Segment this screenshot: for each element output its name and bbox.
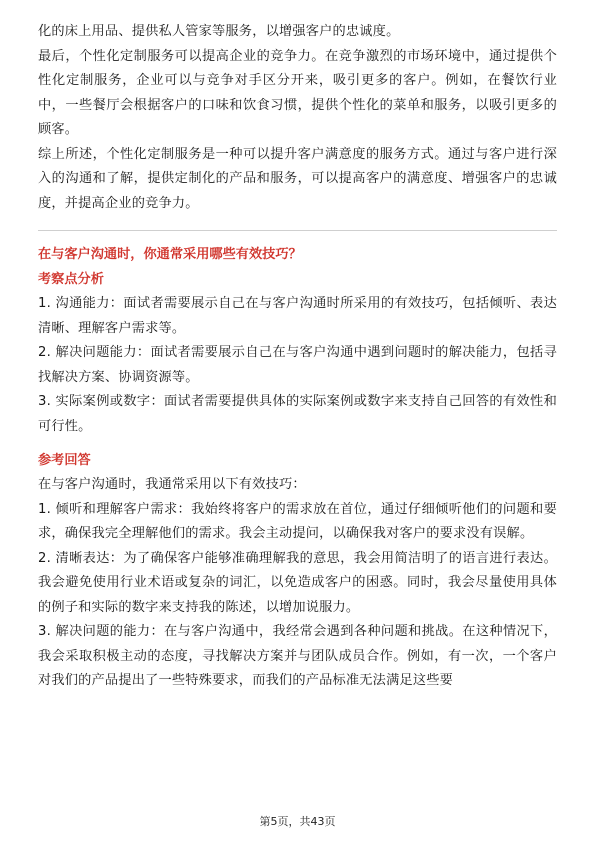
answer-paragraph: 在与客户沟通时，我通常采用以下有效技巧： [38, 477, 306, 492]
analysis-item: 2. 解决问题能力：面试者需要展示自己在与客户沟通中遇到问题时的解决能力，包括寻找解决方案、协调资源等。 [38, 345, 557, 385]
answer-paragraph: 3. 解决问题的能力：在与客户沟通中，我经常会遇到各种问题和挑战。在这种情况下，我会采取积极主动的态度，寻找解决方案并与团队成员合作。例如，有一次，一个客户对我们的产品提出了一些特殊要求，而我们的产品标准无法满足这些要 [38, 624, 557, 688]
intro-paragraph: 最后，个性化定制服务可以提高企业的竞争力。在竞争激烈的市场环境中，通过提供个性化定制服务，企业可以与竞争对手区分开来，吸引更多的客户。例如，在餐饮行业中，一些餐厅会根据客户的口味和饮食习惯，提供个性化的菜单和服务，以吸引更多的顾客。 [38, 48, 557, 137]
answer-paragraph: 2. 清晰表达：为了确保客户能够准确理解我的意思，我会用简洁明了的语言进行表达。我会避免使用行业术语或复杂的词汇，以免造成客户的困惑。同时，我会尽量使用具体的例子和实际的数字来支持我的陈述，以增加说服力。 [38, 550, 557, 615]
intro-paragraph: 化的床上用品、提供私人管家等服务，以增强客户的忠诚度。 [38, 24, 400, 39]
question-heading: 在与客户沟通时，你通常采用哪些有效技巧？ [38, 247, 302, 262]
section-divider [38, 230, 557, 231]
analysis-heading: 考察点分析 [38, 272, 104, 287]
spacer [38, 439, 557, 448]
analysis-item: 1. 沟通能力：面试者需要展示自己在与客户沟通时所采用的有效技巧，包括倾听、表达清晰、理解客户需求等。 [38, 296, 557, 336]
analysis-item: 3. 实际案例或数字：面试者需要提供具体的实际案例或数字来支持自己回答的有效性和可行性。 [38, 394, 557, 434]
intro-paragraph: 综上所述，个性化定制服务是一种可以提升客户满意度的服务方式。通过与客户进行深入的沟通和了解，提供定制化的产品和服务，可以提高客户的满意度、增强客户的忠诚度，并提高企业的竞争力。 [38, 146, 557, 211]
answer-heading: 参考回答 [38, 453, 91, 468]
answer-paragraph: 1. 倾听和理解客户需求：我始终将客户的需求放在首位，通过仔细倾听他们的问题和要求，确保我完全理解他们的需求。我会主动提问，以确保我对客户的要求没有误解。 [38, 501, 557, 541]
page-number-footer: 第5页，共43页 [259, 815, 336, 828]
